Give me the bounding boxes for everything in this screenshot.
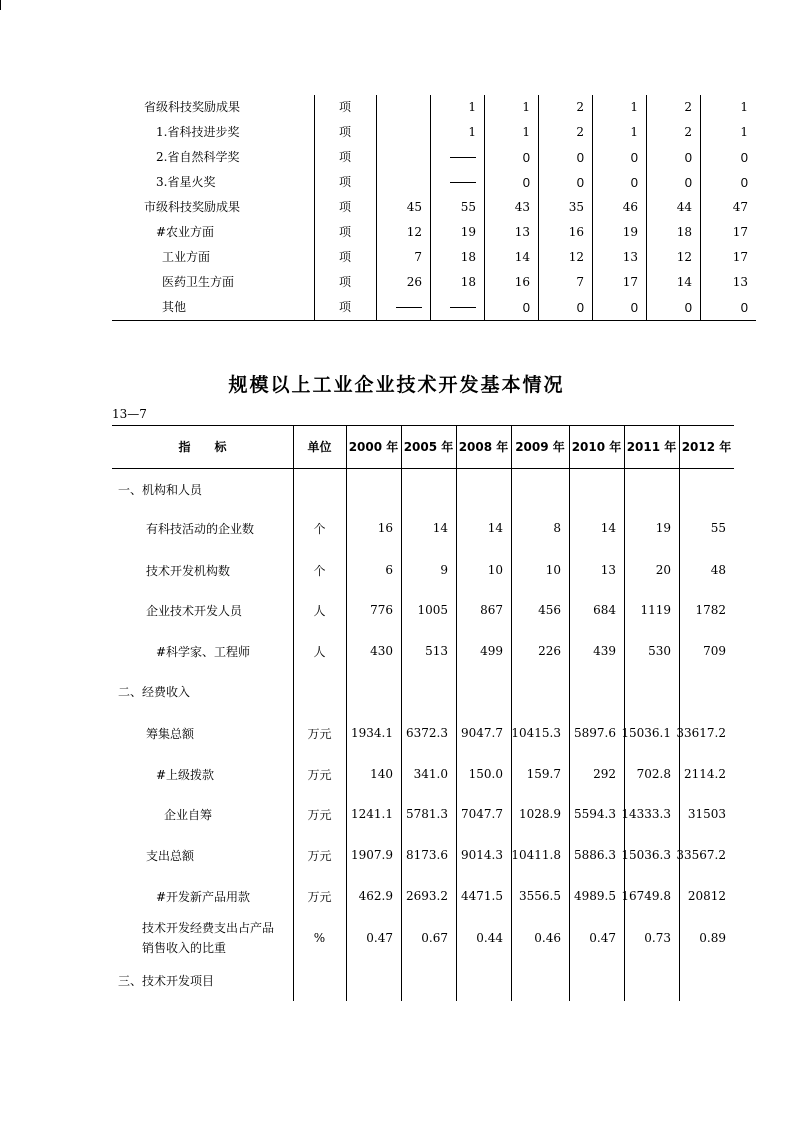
row-value: [346, 470, 401, 508]
column-rule: [569, 425, 570, 1001]
row-value: 8: [553, 521, 561, 535]
row-label: #上级拨款: [156, 767, 215, 782]
row-value: 43: [514, 200, 530, 214]
row-value: [401, 672, 456, 710]
row-value: 18: [676, 225, 692, 239]
row-unit: 万元: [307, 726, 332, 741]
table-row: [112, 876, 734, 916]
row-label: 工业方面: [162, 250, 211, 264]
row-label: #科学家、工程师: [156, 644, 251, 659]
column-rule: [346, 425, 347, 1001]
row-value: 2: [576, 100, 584, 114]
row-value: [401, 470, 456, 508]
row-value: 12: [676, 250, 692, 264]
row-value: 292: [593, 767, 616, 781]
row-value: 10: [487, 563, 503, 577]
row-value: 48: [710, 563, 726, 577]
row-label: 医药卫生方面: [162, 275, 235, 289]
row-value: 462.9: [358, 889, 393, 903]
table-number: 13—7: [112, 407, 147, 421]
row-value: 13: [600, 563, 616, 577]
row-value: 0.44: [476, 931, 503, 945]
row-value: 15036.1: [621, 726, 671, 740]
table-row: [112, 470, 734, 508]
row-value: 26: [406, 275, 422, 289]
row-value: 46: [622, 200, 638, 214]
dash-mark: [450, 182, 476, 183]
row-value: 0: [684, 175, 692, 190]
row-value: 55: [710, 521, 726, 535]
page-corner-mark: [0, 0, 4, 10]
column-rule: [456, 425, 457, 1001]
row-value: [569, 672, 624, 710]
table-row: [112, 631, 734, 671]
row-value: [679, 470, 734, 508]
row-unit: 项: [338, 150, 351, 164]
row-value: 9014.3: [461, 848, 503, 862]
table-row: [112, 754, 734, 794]
row-unit: 项: [338, 100, 351, 114]
table-bottom-rule: [112, 320, 756, 321]
column-rule: [376, 95, 377, 320]
row-unit: %: [313, 931, 326, 945]
row-value: 430: [370, 644, 393, 658]
row-unit: 项: [338, 300, 351, 314]
row-value: 1: [740, 125, 748, 139]
row-value: 2114.2: [684, 767, 726, 781]
row-value: 19: [655, 521, 671, 535]
column-rule: [592, 95, 593, 320]
row-value: 7: [576, 275, 584, 289]
row-unit: 项: [338, 125, 351, 139]
row-value: 0.67: [421, 931, 448, 945]
row-value: [430, 295, 484, 320]
row-value: 45: [406, 200, 422, 214]
dash-mark: [396, 307, 422, 308]
row-value: 0: [630, 175, 638, 190]
row-label: 技术开发机构数: [146, 563, 231, 578]
row-value: 4989.5: [574, 889, 616, 903]
row-value: [569, 961, 624, 999]
row-value: 3556.5: [519, 889, 561, 903]
column-rule: [646, 95, 647, 320]
table-row: [112, 145, 756, 170]
row-unit: 人: [313, 644, 326, 659]
table-row: [112, 508, 734, 548]
row-value: 1: [740, 100, 748, 114]
column-rule: [314, 95, 315, 320]
row-value: 13: [514, 225, 530, 239]
row-value: 6: [385, 563, 393, 577]
awards-table: [112, 95, 756, 320]
row-value: [376, 170, 430, 195]
header-cell: 2010 年: [571, 440, 622, 454]
row-label: 企业自筹: [164, 807, 213, 822]
row-label: #开发新产品用款: [156, 889, 251, 904]
row-value: 0: [576, 300, 584, 315]
row-value: 0: [522, 150, 530, 165]
row-value: 702.8: [636, 767, 671, 781]
row-unit: 项: [338, 250, 351, 264]
row-value: 0: [684, 300, 692, 315]
table-row: [112, 835, 734, 875]
row-value: 17: [622, 275, 638, 289]
row-value: 6372.3: [406, 726, 448, 740]
row-value: 530: [648, 644, 671, 658]
row-unit: [293, 672, 346, 710]
table-row: [112, 195, 756, 220]
row-value: 12: [568, 250, 584, 264]
row-value: 7: [414, 250, 422, 264]
row-value: [679, 672, 734, 710]
row-value: 1: [630, 100, 638, 114]
column-rule: [679, 425, 680, 1001]
row-value: 776: [370, 603, 393, 617]
table-row: [112, 550, 734, 590]
row-value: 0: [576, 175, 584, 190]
row-value: 44: [676, 200, 692, 214]
row-value: 0: [684, 150, 692, 165]
row-value: 14: [600, 521, 616, 535]
column-rule: [624, 425, 625, 1001]
row-label: 其他: [162, 300, 187, 314]
row-value: [346, 672, 401, 710]
row-value: [511, 470, 569, 508]
row-value: 5886.3: [574, 848, 616, 862]
row-value: 0.47: [366, 931, 393, 945]
row-label: 一、机构和人员: [118, 482, 203, 497]
row-label: 1.省科技进步奖: [156, 125, 240, 139]
row-value: 867: [480, 603, 503, 617]
table-row: [112, 961, 734, 999]
table-row: [112, 713, 734, 753]
tech-development-table: [112, 425, 734, 1001]
row-value: 513: [425, 644, 448, 658]
row-value: 14: [676, 275, 692, 289]
row-value: 0: [740, 300, 748, 315]
row-value: 18: [460, 275, 476, 289]
column-rule: [538, 95, 539, 320]
row-value: 14: [487, 521, 503, 535]
row-value: [511, 961, 569, 999]
row-value: 0.89: [699, 931, 726, 945]
row-unit: 万元: [307, 767, 332, 782]
header-cell: 2000 年: [348, 440, 399, 454]
header-cell: 2012 年: [681, 440, 732, 454]
row-value: 33567.2: [676, 848, 726, 862]
row-value: [376, 95, 430, 120]
table-row: [112, 590, 734, 630]
row-value: 8173.6: [406, 848, 448, 862]
row-value: 439: [593, 644, 616, 658]
table-row: [112, 245, 756, 270]
row-label: 二、经费收入: [118, 684, 191, 699]
row-value: 1934.1: [351, 726, 393, 740]
row-value: 0: [740, 150, 748, 165]
row-value: 1028.9: [519, 807, 561, 821]
row-value: [624, 672, 679, 710]
row-value: [430, 170, 484, 195]
row-value: 1: [468, 125, 476, 139]
row-label: 三、技术开发项目: [118, 973, 215, 988]
table-row: [112, 295, 756, 320]
row-value: 1: [468, 100, 476, 114]
row-value: 1: [522, 125, 530, 139]
row-value: 499: [480, 644, 503, 658]
row-value: [456, 672, 511, 710]
row-value: [401, 961, 456, 999]
row-label: 技术开发经费支出占产品销售收入的比重: [142, 921, 275, 955]
row-value: 33617.2: [676, 726, 726, 740]
row-label: 有科技活动的企业数: [146, 521, 255, 536]
row-value: 9047.7: [461, 726, 503, 740]
row-unit: 万元: [307, 807, 332, 822]
row-value: 9: [440, 563, 448, 577]
header-cell: 2005 年: [403, 440, 454, 454]
table-row: [112, 170, 756, 195]
row-value: 0.73: [644, 931, 671, 945]
table-row: [112, 120, 756, 145]
column-rule: [484, 95, 485, 320]
row-value: [511, 672, 569, 710]
row-value: 16: [568, 225, 584, 239]
row-value: 18: [460, 250, 476, 264]
row-value: 0.47: [589, 931, 616, 945]
row-unit: 个: [313, 521, 326, 536]
header-cell: 2011 年: [626, 440, 677, 454]
row-value: 16749.8: [621, 889, 671, 903]
row-value: 226: [538, 644, 561, 658]
row-value: 1: [630, 125, 638, 139]
row-value: 5781.3: [406, 807, 448, 821]
row-unit: 项: [338, 275, 351, 289]
dash-mark: [450, 157, 476, 158]
row-value: 17: [732, 225, 748, 239]
row-value: 5897.6: [574, 726, 616, 740]
row-label: 支出总额: [146, 848, 195, 863]
row-value: 0: [522, 300, 530, 315]
row-value: 13: [732, 275, 748, 289]
row-value: 0: [522, 175, 530, 190]
row-label: 3.省星火奖: [156, 175, 216, 189]
row-unit: [293, 961, 346, 999]
table-row: [112, 794, 734, 834]
row-value: 31503: [687, 807, 726, 821]
row-label: 企业技术开发人员: [146, 603, 243, 618]
row-value: 14: [432, 521, 448, 535]
row-unit: 项: [338, 175, 351, 189]
row-unit: 个: [313, 563, 326, 578]
column-rule: [511, 425, 512, 1001]
row-value: 0: [740, 175, 748, 190]
row-value: 16: [514, 275, 530, 289]
row-value: 16: [377, 521, 393, 535]
row-value: 140: [370, 767, 393, 781]
header-cell: 单位: [307, 440, 332, 454]
row-value: 0: [630, 300, 638, 315]
row-value: 1: [522, 100, 530, 114]
table-row: [112, 672, 734, 710]
row-unit: 人: [313, 603, 326, 618]
row-value: [624, 470, 679, 508]
row-value: 35: [568, 200, 584, 214]
row-unit: [293, 470, 346, 508]
row-unit: 万元: [307, 848, 332, 863]
row-value: 1241.1: [351, 807, 393, 821]
row-value: 1119: [640, 603, 671, 617]
row-label: #农业方面: [156, 225, 215, 239]
row-value: 0: [630, 150, 638, 165]
row-value: 19: [460, 225, 476, 239]
row-value: 684: [593, 603, 616, 617]
row-label: 省级科技奖励成果: [144, 100, 241, 114]
row-value: 10411.8: [511, 848, 561, 862]
page-title: 规模以上工业企业技术开发基本情况: [228, 374, 565, 396]
row-value: 47: [732, 200, 748, 214]
row-label: 2.省自然科学奖: [156, 150, 240, 164]
column-rule: [401, 425, 402, 1001]
row-value: 17: [732, 250, 748, 264]
row-unit: 项: [338, 200, 351, 214]
row-value: 20812: [687, 889, 726, 903]
row-value: 709: [703, 644, 726, 658]
row-value: 5594.3: [574, 807, 616, 821]
row-value: [376, 120, 430, 145]
row-value: 2: [684, 125, 692, 139]
header-cell: 2009 年: [515, 440, 565, 454]
row-value: 20: [655, 563, 671, 577]
header-cell: 2008 年: [458, 440, 509, 454]
row-value: 4471.5: [461, 889, 503, 903]
row-value: [346, 961, 401, 999]
row-value: 159.7: [526, 767, 561, 781]
row-value: 13: [622, 250, 638, 264]
table-row: [112, 917, 734, 959]
row-value: 55: [460, 200, 476, 214]
row-value: [679, 961, 734, 999]
table-row: [112, 220, 756, 245]
row-value: 150.0: [468, 767, 503, 781]
row-value: 10415.3: [511, 726, 561, 740]
row-value: [456, 961, 511, 999]
row-value: 1907.9: [351, 848, 393, 862]
row-value: 2: [684, 100, 692, 114]
row-value: 10: [545, 563, 561, 577]
row-value: 1782: [695, 603, 726, 617]
row-value: 7047.7: [461, 807, 503, 821]
row-value: 2693.2: [406, 889, 448, 903]
row-value: 19: [622, 225, 638, 239]
row-value: [430, 145, 484, 170]
row-value: [624, 961, 679, 999]
column-rule: [430, 95, 431, 320]
row-value: 0.46: [534, 931, 561, 945]
row-value: 2: [576, 125, 584, 139]
column-rule: [293, 425, 294, 1001]
row-value: 12: [406, 225, 422, 239]
row-value: 14: [514, 250, 530, 264]
row-value: 14333.3: [621, 807, 671, 821]
row-value: [569, 470, 624, 508]
row-value: 1005: [417, 603, 448, 617]
column-rule: [700, 95, 701, 320]
row-value: [376, 295, 430, 320]
row-label: 筹集总额: [146, 726, 195, 741]
row-unit: 万元: [307, 889, 332, 904]
row-value: 0: [576, 150, 584, 165]
table-header: [112, 425, 734, 469]
dash-mark: [450, 307, 476, 308]
row-unit: 项: [338, 225, 351, 239]
header-cell: 指 标: [178, 440, 227, 454]
row-value: [376, 145, 430, 170]
row-value: [456, 470, 511, 508]
row-value: 15036.3: [621, 848, 671, 862]
row-value: 341.0: [413, 767, 448, 781]
table-row: [112, 95, 756, 120]
table-row: [112, 270, 756, 295]
row-value: 456: [538, 603, 561, 617]
row-label: 市级科技奖励成果: [144, 200, 241, 214]
